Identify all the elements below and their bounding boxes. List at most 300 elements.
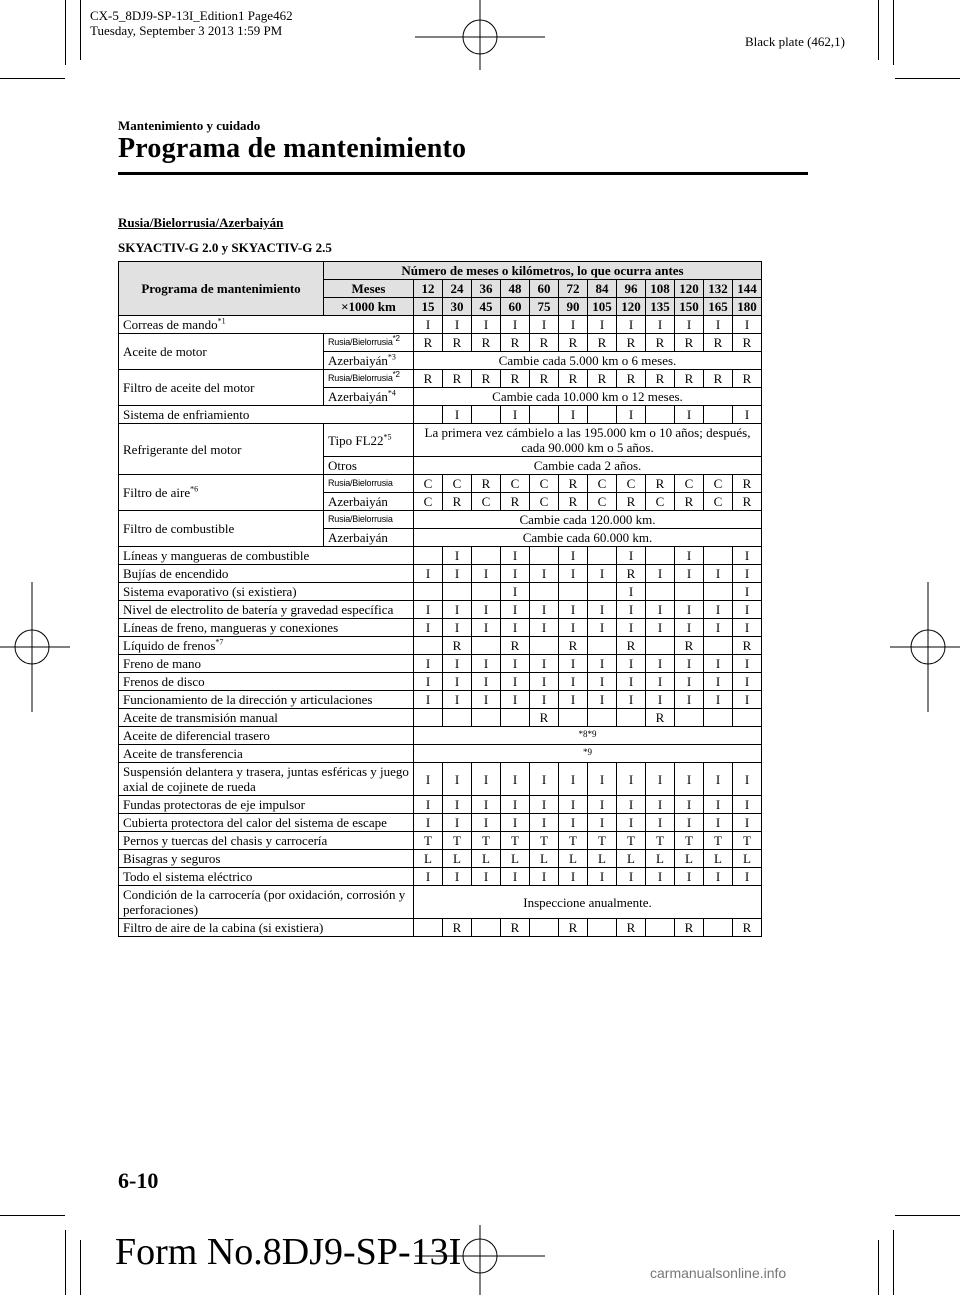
schedule-cell — [646, 547, 675, 565]
table-row — [119, 709, 762, 727]
schedule-cell: R — [646, 709, 675, 727]
schedule-cell: L — [646, 850, 675, 868]
schedule-cell: I — [414, 691, 443, 709]
schedule-cell — [704, 583, 733, 601]
schedule-cell: C — [414, 475, 443, 493]
table-row — [119, 637, 762, 655]
month-cell: 36 — [472, 280, 501, 298]
schedule-cell: C — [501, 475, 530, 493]
schedule-cell: L — [559, 850, 588, 868]
schedule-cell: R — [559, 370, 588, 388]
schedule-cell: I — [472, 796, 501, 814]
km-cell: 120 — [617, 298, 646, 316]
schedule-cell: R — [617, 565, 646, 583]
sub-label — [324, 334, 414, 352]
schedule-cell: I — [617, 583, 646, 601]
item-text: Frenos de disco — [123, 674, 205, 689]
month-cell: 48 — [501, 280, 530, 298]
schedule-cell: I — [704, 814, 733, 832]
schedule-cell: T — [443, 832, 472, 850]
schedule-cell — [646, 406, 675, 424]
footnote-cell: *9 — [414, 745, 762, 763]
schedule-cell: I — [501, 601, 530, 619]
schedule-cell: L — [472, 850, 501, 868]
registration-mark-top — [415, 0, 545, 70]
span-cell: Cambie cada 120.000 km. — [414, 511, 762, 529]
schedule-cell: I — [559, 565, 588, 583]
schedule-cell: I — [443, 601, 472, 619]
schedule-cell: R — [733, 919, 762, 937]
schedule-cell: R — [617, 493, 646, 511]
schedule-cell — [646, 919, 675, 937]
schedule-cell — [414, 547, 443, 565]
item-text: Fundas protectoras de eje impulsor — [123, 797, 305, 812]
schedule-cell: I — [472, 691, 501, 709]
schedule-cell: T — [733, 832, 762, 850]
schedule-cell: I — [617, 763, 646, 796]
schedule-cell: R — [675, 919, 704, 937]
table-row — [119, 475, 762, 493]
schedule-cell: I — [646, 565, 675, 583]
sub-text: Azerbaiyán — [328, 389, 388, 404]
item-label — [119, 475, 324, 511]
schedule-cell — [443, 709, 472, 727]
sub-label — [324, 457, 414, 475]
schedule-cell: I — [443, 763, 472, 796]
schedule-cell: I — [588, 691, 617, 709]
schedule-cell: R — [559, 637, 588, 655]
schedule-cell: R — [646, 334, 675, 352]
schedule-cell: R — [472, 334, 501, 352]
schedule-cell: C — [704, 493, 733, 511]
schedule-cell: R — [530, 334, 559, 352]
footnote-ref: *5 — [383, 432, 392, 442]
schedule-cell: R — [559, 475, 588, 493]
item-label — [119, 637, 414, 655]
schedule-cell — [414, 406, 443, 424]
schedule-cell: R — [501, 493, 530, 511]
item-text: Nivel de electrolito de batería y gravedad específica — [123, 602, 394, 617]
schedule-cell — [675, 709, 704, 727]
month-cell: 60 — [530, 280, 559, 298]
schedule-cell — [559, 583, 588, 601]
schedule-cell: I — [704, 619, 733, 637]
item-label — [119, 619, 414, 637]
schedule-cell: R — [414, 370, 443, 388]
sub-label — [324, 424, 414, 457]
table-row — [119, 850, 762, 868]
table-row — [119, 547, 762, 565]
schedule-cell: I — [588, 601, 617, 619]
schedule-cell: I — [472, 763, 501, 796]
sub-text: Otros — [328, 458, 357, 473]
span-cell: La primera vez cámbielo a las 195.000 km o 10 años; después, cada 90.000 km o 5 años. — [414, 424, 762, 457]
schedule-cell: C — [675, 475, 704, 493]
schedule-cell: I — [443, 673, 472, 691]
schedule-cell: I — [588, 796, 617, 814]
schedule-cell — [704, 709, 733, 727]
item-text: Aceite de motor — [123, 344, 207, 359]
schedule-cell: I — [501, 868, 530, 886]
month-cell: 12 — [414, 280, 443, 298]
schedule-cell: I — [443, 814, 472, 832]
schedule-cell — [472, 547, 501, 565]
schedule-cell — [501, 709, 530, 727]
km-cell: 90 — [559, 298, 588, 316]
item-label — [119, 886, 414, 919]
schedule-cell — [414, 583, 443, 601]
schedule-cell: I — [559, 796, 588, 814]
schedule-cell: I — [617, 406, 646, 424]
schedule-cell: I — [530, 673, 559, 691]
schedule-cell: R — [617, 919, 646, 937]
table-row — [119, 655, 762, 673]
schedule-cell: I — [733, 547, 762, 565]
months-label: Meses — [324, 280, 414, 298]
schedule-cell — [530, 406, 559, 424]
schedule-cell: R — [733, 493, 762, 511]
schedule-cell: I — [501, 673, 530, 691]
schedule-cell: I — [588, 868, 617, 886]
km-cell: 105 — [588, 298, 617, 316]
schedule-cell: C — [588, 475, 617, 493]
schedule-cell: I — [646, 601, 675, 619]
schedule-cell — [588, 583, 617, 601]
schedule-cell: I — [675, 796, 704, 814]
schedule-cell: I — [733, 601, 762, 619]
watermark: carmanualsonline.info — [650, 1265, 787, 1281]
schedule-cell: I — [646, 796, 675, 814]
schedule-cell: I — [646, 868, 675, 886]
item-text: Filtro de aire de la cabina (si existiera) — [123, 920, 324, 935]
schedule-cell: I — [646, 619, 675, 637]
table-row — [119, 814, 762, 832]
schedule-cell — [530, 919, 559, 937]
schedule-cell: C — [472, 493, 501, 511]
schedule-cell: I — [501, 547, 530, 565]
table-row — [119, 370, 762, 388]
schedule-cell: I — [530, 316, 559, 334]
schedule-cell: L — [414, 850, 443, 868]
schedule-cell: I — [559, 814, 588, 832]
km-label: ×1000 km — [324, 298, 414, 316]
schedule-cell: R — [501, 919, 530, 937]
item-text: Líneas y mangueras de combustible — [123, 548, 310, 563]
schedule-cell: I — [733, 868, 762, 886]
schedule-cell: C — [646, 493, 675, 511]
schedule-cell: I — [559, 619, 588, 637]
table-row — [119, 727, 762, 745]
month-cell: 84 — [588, 280, 617, 298]
schedule-cell — [443, 583, 472, 601]
item-text: Refrigerante del motor — [123, 441, 242, 457]
schedule-cell: L — [588, 850, 617, 868]
schedule-cell: I — [617, 655, 646, 673]
schedule-cell: I — [414, 673, 443, 691]
schedule-cell: I — [704, 868, 733, 886]
schedule-cell: I — [675, 673, 704, 691]
schedule-cell: I — [530, 655, 559, 673]
sub-text: Rusia/Bielorrusia — [328, 337, 393, 347]
schedule-cell — [530, 637, 559, 655]
schedule-cell — [733, 709, 762, 727]
schedule-cell: R — [443, 370, 472, 388]
item-label — [119, 673, 414, 691]
schedule-cell: I — [675, 655, 704, 673]
schedule-cell: I — [443, 796, 472, 814]
header-program: Programa de mantenimiento — [119, 262, 324, 316]
registration-mark-right — [890, 582, 960, 712]
header-interval: Número de meses o kilómetros, lo que ocurra antes — [324, 262, 762, 280]
schedule-cell: I — [617, 619, 646, 637]
schedule-cell: I — [617, 868, 646, 886]
schedule-cell: I — [414, 619, 443, 637]
km-cell: 60 — [501, 298, 530, 316]
schedule-cell: R — [501, 637, 530, 655]
region-heading: Rusia/Bielorrusia/Azerbaiyán — [118, 215, 284, 230]
schedule-cell: R — [414, 334, 443, 352]
item-label — [119, 424, 324, 475]
item-text: Aceite de transferencia — [123, 746, 243, 761]
table-row — [119, 919, 762, 937]
schedule-cell: R — [443, 637, 472, 655]
item-label — [119, 727, 414, 745]
schedule-cell: I — [414, 565, 443, 583]
black-plate-label: Black plate (462,1) — [745, 34, 845, 49]
schedule-cell: R — [501, 334, 530, 352]
schedule-cell: I — [675, 406, 704, 424]
km-cell: 180 — [733, 298, 762, 316]
schedule-cell: I — [501, 316, 530, 334]
schedule-cell — [588, 406, 617, 424]
schedule-cell: R — [588, 334, 617, 352]
sub-text: Rusia/Bielorrusia — [328, 514, 393, 524]
schedule-cell: I — [414, 601, 443, 619]
schedule-cell: T — [501, 832, 530, 850]
schedule-cell: R — [530, 709, 559, 727]
schedule-cell: I — [704, 691, 733, 709]
schedule-cell — [559, 709, 588, 727]
schedule-cell: L — [501, 850, 530, 868]
schedule-cell — [646, 637, 675, 655]
footnote-ref: *3 — [387, 352, 396, 362]
schedule-cell: I — [675, 547, 704, 565]
span-cell: Cambie cada 10.000 km o 12 meses. — [414, 388, 762, 406]
schedule-cell: I — [646, 316, 675, 334]
schedule-cell: T — [530, 832, 559, 850]
schedule-cell: I — [414, 655, 443, 673]
schedule-cell: R — [559, 334, 588, 352]
footnote-ref: *4 — [387, 388, 396, 398]
item-label — [119, 709, 414, 727]
schedule-cell: R — [675, 370, 704, 388]
schedule-cell: R — [646, 475, 675, 493]
table-row — [119, 886, 762, 919]
sub-text: Rusia/Bielorrusia — [328, 373, 393, 383]
schedule-cell: I — [472, 601, 501, 619]
schedule-cell — [472, 406, 501, 424]
schedule-cell: I — [617, 796, 646, 814]
schedule-cell: R — [443, 334, 472, 352]
item-text: Suspensión delantera y trasera, juntas esféricas y juego axial de cojinete de rueda — [123, 764, 409, 794]
item-label — [119, 868, 414, 886]
item-text: Freno de mano — [123, 656, 201, 671]
schedule-cell — [472, 709, 501, 727]
schedule-cell: R — [646, 370, 675, 388]
sub-label — [324, 475, 414, 493]
item-label — [119, 565, 414, 583]
schedule-cell — [617, 709, 646, 727]
span-cell: Cambie cada 5.000 km o 6 meses. — [414, 352, 762, 370]
schedule-cell: I — [704, 565, 733, 583]
schedule-cell: I — [414, 868, 443, 886]
item-label — [119, 334, 324, 370]
footnote-cell: *8*9 — [414, 727, 762, 745]
item-text: Aceite de transmisión manual — [123, 710, 278, 725]
schedule-cell: I — [675, 763, 704, 796]
item-label — [119, 601, 414, 619]
print-meta-line2: Tuesday, September 3 2013 1:59 PM — [90, 23, 283, 38]
schedule-cell: I — [414, 316, 443, 334]
schedule-cell: I — [501, 814, 530, 832]
schedule-cell: I — [646, 763, 675, 796]
km-cell: 165 — [704, 298, 733, 316]
schedule-cell: C — [704, 475, 733, 493]
schedule-cell: C — [617, 475, 646, 493]
schedule-cell: I — [472, 565, 501, 583]
schedule-cell: C — [530, 493, 559, 511]
schedule-cell: I — [559, 406, 588, 424]
table-row — [119, 832, 762, 850]
schedule-cell: I — [472, 316, 501, 334]
schedule-cell: T — [588, 832, 617, 850]
item-text: Todo el sistema eléctrico — [123, 869, 253, 884]
schedule-cell: R — [733, 637, 762, 655]
sub-label — [324, 352, 414, 370]
footnote-ref: *7 — [215, 637, 224, 647]
schedule-cell: I — [675, 868, 704, 886]
schedule-cell: C — [530, 475, 559, 493]
schedule-cell: I — [443, 868, 472, 886]
item-text: Líneas de freno, mangueras y conexiones — [123, 620, 339, 635]
schedule-cell: I — [501, 406, 530, 424]
footnote-ref: *2 — [392, 334, 400, 343]
schedule-cell: I — [646, 655, 675, 673]
schedule-cell: I — [501, 763, 530, 796]
span-cell: Inspeccione anualmente. — [414, 886, 762, 919]
item-text: Filtro de aire — [123, 485, 191, 500]
schedule-cell: I — [733, 406, 762, 424]
table-row — [119, 796, 762, 814]
schedule-cell: I — [414, 796, 443, 814]
schedule-cell — [675, 583, 704, 601]
schedule-cell — [472, 583, 501, 601]
item-label — [119, 406, 414, 424]
schedule-cell: R — [733, 475, 762, 493]
schedule-cell — [704, 406, 733, 424]
schedule-cell: I — [617, 814, 646, 832]
schedule-cell: I — [443, 406, 472, 424]
sub-label — [324, 370, 414, 388]
schedule-cell: I — [501, 691, 530, 709]
schedule-cell: T — [646, 832, 675, 850]
schedule-cell: I — [559, 316, 588, 334]
schedule-cell: I — [733, 316, 762, 334]
schedule-cell — [472, 637, 501, 655]
schedule-cell: T — [559, 832, 588, 850]
schedule-cell: R — [675, 334, 704, 352]
table-row — [119, 316, 762, 334]
item-text: Filtro de aceite del motor — [123, 380, 255, 395]
schedule-cell: I — [733, 691, 762, 709]
schedule-cell: I — [443, 655, 472, 673]
km-cell: 75 — [530, 298, 559, 316]
table-header-row — [119, 262, 762, 280]
registration-mark-left — [0, 582, 70, 712]
schedule-cell: I — [530, 601, 559, 619]
schedule-cell: T — [704, 832, 733, 850]
item-label — [119, 763, 414, 796]
schedule-cell: I — [559, 655, 588, 673]
schedule-cell: R — [530, 370, 559, 388]
schedule-cell: I — [617, 673, 646, 691]
schedule-cell: R — [443, 919, 472, 937]
table-row — [119, 424, 762, 457]
schedule-cell: R — [733, 370, 762, 388]
month-cell: 120 — [675, 280, 704, 298]
km-cell: 150 — [675, 298, 704, 316]
schedule-cell — [646, 583, 675, 601]
item-text: Bujías de encendido — [123, 566, 229, 581]
schedule-cell: I — [617, 316, 646, 334]
schedule-cell — [414, 709, 443, 727]
schedule-cell: C — [414, 493, 443, 511]
item-label — [119, 745, 414, 763]
schedule-cell: I — [733, 655, 762, 673]
table-row — [119, 583, 762, 601]
schedule-cell: R — [617, 334, 646, 352]
schedule-cell: L — [530, 850, 559, 868]
schedule-cell: I — [733, 763, 762, 796]
schedule-cell: I — [530, 691, 559, 709]
schedule-cell: I — [588, 565, 617, 583]
schedule-cell: L — [617, 850, 646, 868]
sub-label — [324, 388, 414, 406]
schedule-cell: I — [617, 601, 646, 619]
schedule-cell: T — [414, 832, 443, 850]
schedule-cell — [588, 919, 617, 937]
km-cell: 30 — [443, 298, 472, 316]
sub-text: Azerbaiyán — [328, 530, 388, 545]
schedule-cell: I — [443, 691, 472, 709]
month-cell: 108 — [646, 280, 675, 298]
schedule-cell: R — [588, 370, 617, 388]
schedule-cell: I — [559, 547, 588, 565]
sub-text: Azerbaiyán — [328, 494, 388, 509]
schedule-cell: I — [675, 601, 704, 619]
item-text: Sistema de enfriamiento — [123, 407, 250, 422]
item-text: Correas de mando — [123, 317, 218, 332]
schedule-cell: R — [559, 919, 588, 937]
item-text: Pernos y tuercas del chasis y carrocería — [123, 833, 328, 848]
item-text: Bisagras y seguros — [123, 851, 221, 866]
km-cell: 15 — [414, 298, 443, 316]
schedule-cell: C — [588, 493, 617, 511]
item-text: Filtro de combustible — [123, 521, 235, 536]
schedule-cell: I — [733, 619, 762, 637]
schedule-cell: L — [443, 850, 472, 868]
schedule-cell: I — [530, 565, 559, 583]
